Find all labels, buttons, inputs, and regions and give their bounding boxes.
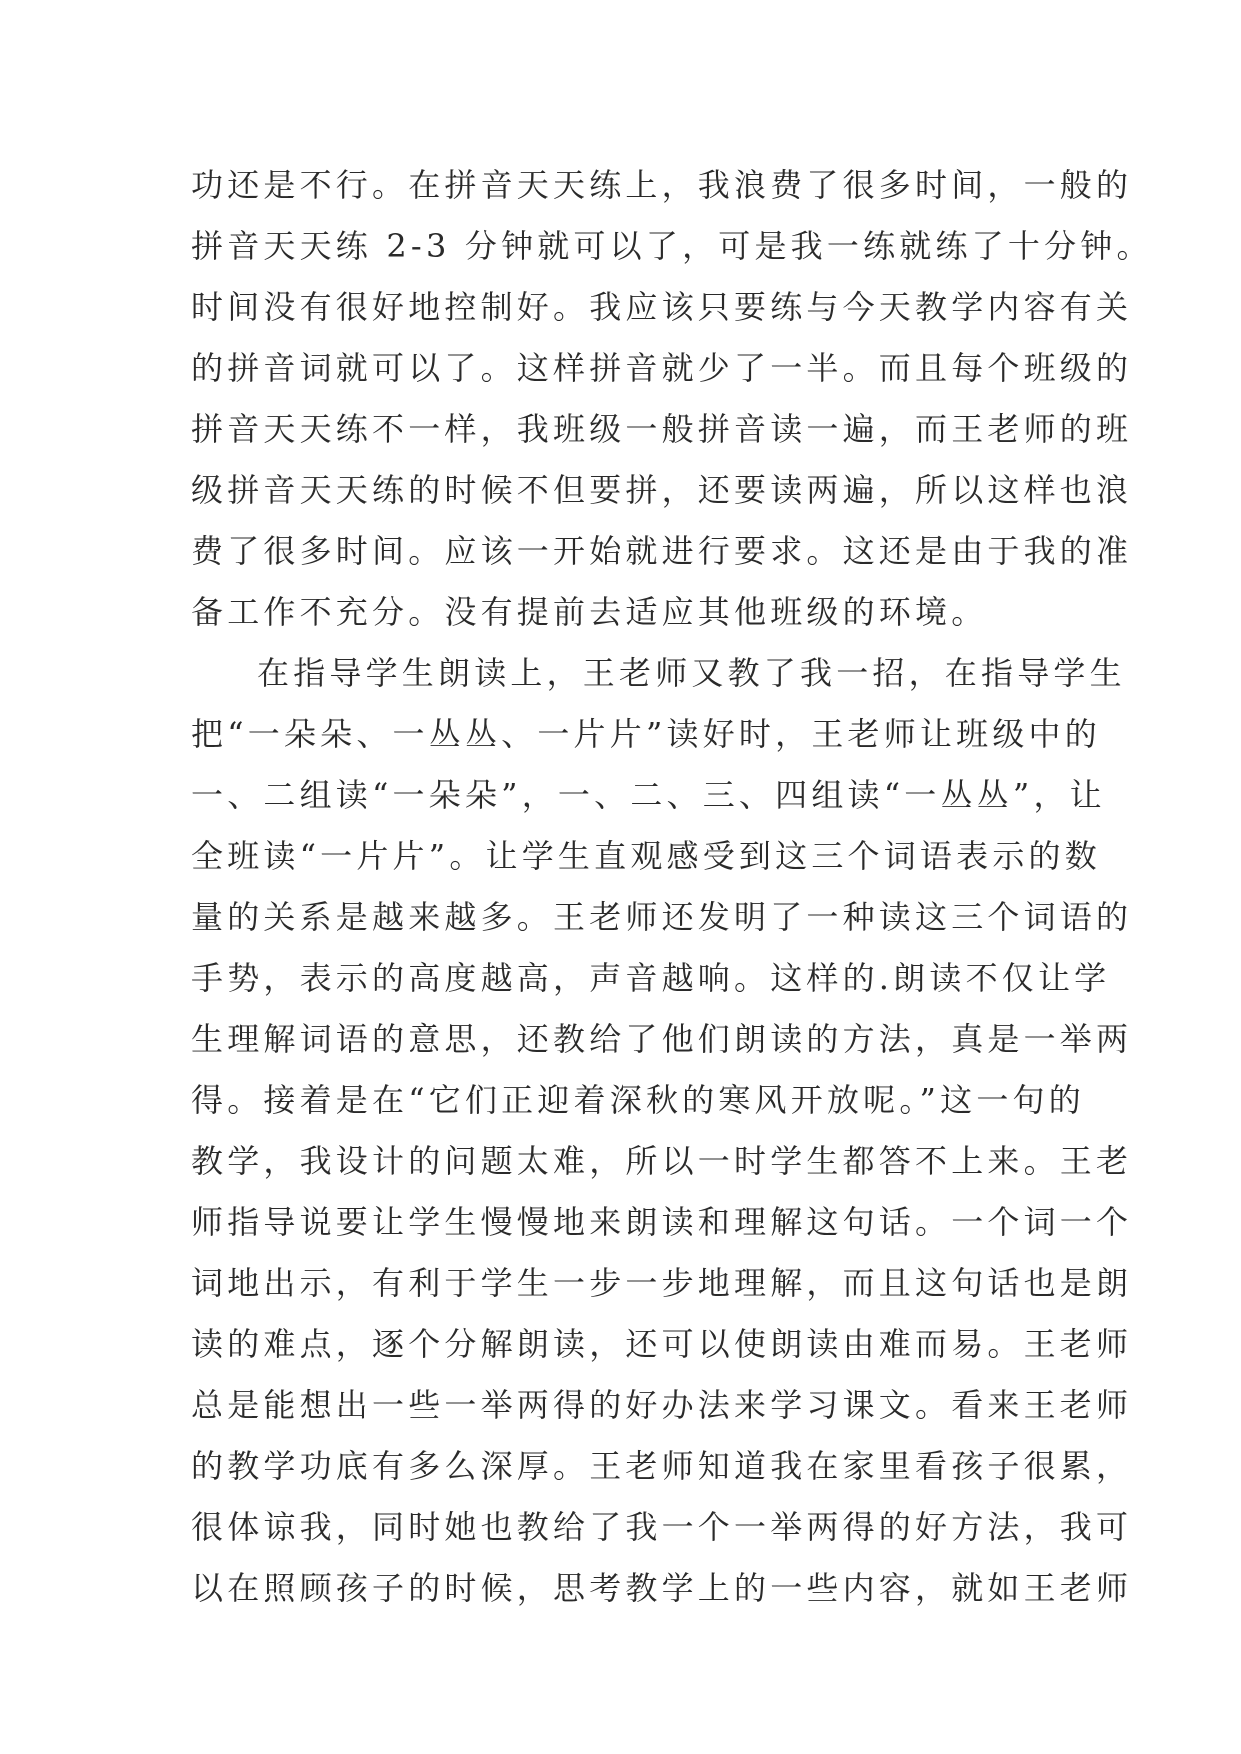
text-line: 的拼音词就可以了。这样拼音就少了一半。而且每个班级的 bbox=[191, 349, 1133, 387]
text-line: 时间没有很好地控制好。我应该只要练与今天教学内容有关 bbox=[191, 288, 1133, 326]
text-line: 很体谅我，同时她也教给了我一个一举两得的好方法，我可 bbox=[191, 1508, 1133, 1546]
text-line: 备工作不充分。没有提前去适应其他班级的环境。 bbox=[191, 593, 988, 631]
text-line: 费了很多时间。应该一开始就进行要求。这还是由于我的准 bbox=[191, 532, 1133, 570]
text-line: 师指导说要让学生慢慢地来朗读和理解这句话。一个词一个 bbox=[191, 1203, 1133, 1241]
text-line: 一、二组读“一朵朵”，一、二、三、四组读“一丛丛”，让 bbox=[191, 776, 1106, 814]
text-line: 把“一朵朵、一丛丛、一片片”读好时，王老师让班级中的 bbox=[191, 715, 1101, 753]
text-line: 级拼音天天练的时候不但要拼，还要读两遍，所以这样也浪 bbox=[191, 471, 1133, 509]
text-line: 得。接着是在“它们正迎着深秋的寒风开放呢。”这一句的 bbox=[191, 1081, 1085, 1119]
text-line: 全班读“一片片”。让学生直观感受到这三个词语表示的数 bbox=[191, 837, 1101, 875]
paragraph-first-line: 在指导学生朗读上，王老师又教了我一招，在指导学生 bbox=[257, 654, 1126, 692]
text-line: 教学，我设计的问题太难，所以一时学生都答不上来。王老 bbox=[191, 1142, 1133, 1180]
text-line: 读的难点，逐个分解朗读，还可以使朗读由难而易。王老师 bbox=[191, 1325, 1133, 1363]
text-line: 手势，表示的高度越高，声音越响。这样的.朗读不仅让学 bbox=[191, 959, 1111, 997]
text-line: 以在照顾孩子的时候，思考教学上的一些内容，就如王老师 bbox=[191, 1569, 1133, 1607]
text-line: 功还是不行。在拼音天天练上，我浪费了很多时间，一般的 bbox=[191, 166, 1133, 204]
text-line: 拼音天天练 2-3 分钟就可以了，可是我一练就练了十分钟。 bbox=[191, 227, 1153, 265]
body-text bbox=[191, 155, 1153, 1619]
text-line: 拼音天天练不一样，我班级一般拼音读一遍，而王老师的班 bbox=[191, 410, 1133, 448]
text-line: 量的关系是越来越多。王老师还发明了一种读这三个词语的 bbox=[191, 898, 1133, 936]
text-line: 词地出示，有利于学生一步一步地理解，而且这句话也是朗 bbox=[191, 1264, 1133, 1302]
text-line: 生理解词语的意思，还教给了他们朗读的方法，真是一举两 bbox=[191, 1020, 1133, 1058]
text-line: 总是能想出一些一举两得的好办法来学习课文。看来王老师 bbox=[191, 1386, 1133, 1424]
text-line: 的教学功底有多么深厚。王老师知道我在家里看孩子很累， bbox=[191, 1447, 1133, 1485]
